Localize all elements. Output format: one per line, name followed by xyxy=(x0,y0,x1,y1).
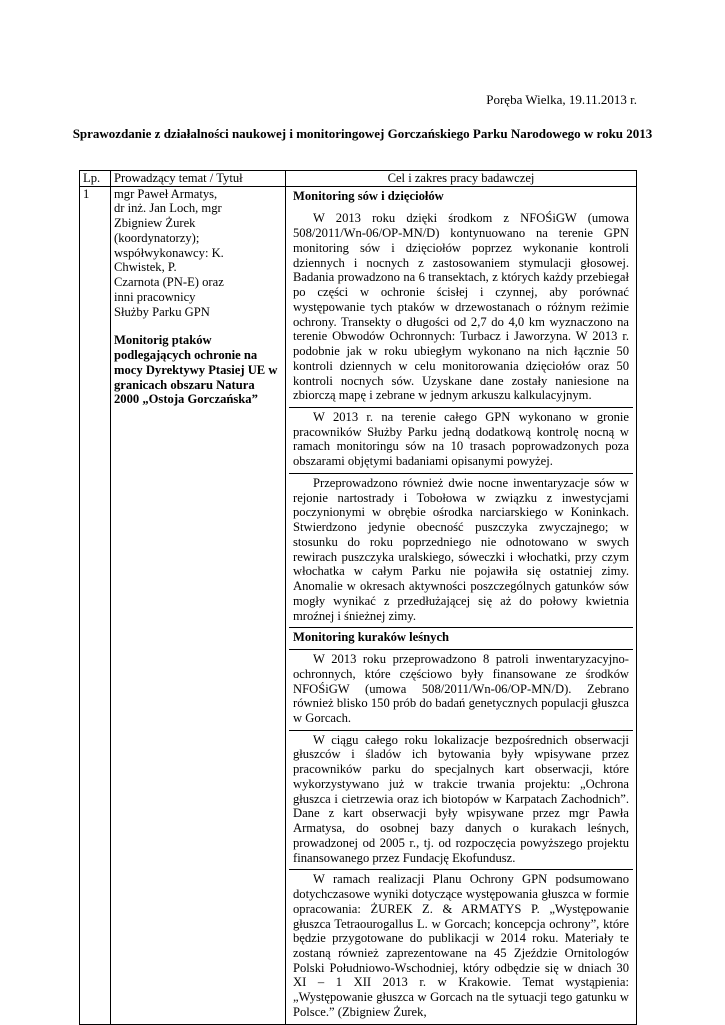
section-title-grouse: Monitoring kuraków leśnych xyxy=(293,630,450,645)
lead-cell xyxy=(111,186,286,1024)
paragraph-block-6 xyxy=(289,870,633,1023)
paragraph-block-2 xyxy=(289,408,633,474)
paragraph-block-5 xyxy=(289,731,633,871)
paragraph-block-4 xyxy=(289,650,633,731)
section-owls xyxy=(289,187,633,408)
section-grouse xyxy=(289,628,633,650)
paragraph-6: W ramach realizacji Planu Ochrony GPN podsumowano dotychczasowe wyniki dotyczące występowania głuszca w formie opracowania: ŻUREK Z. & ARMATYS P. „Występowanie głuszca Tetraourogallus L. w Gorcach; koncepcja ochrony”, które będzie przygotowane do publikacji w 2014 roku. Materiały te zostaną również zaprezentowane na 45 Zjeździe Ornitologów Polski Południowo-Wschodniej, który odbędzie się w dniach 30 XI – 1 XII 2013 r. w Krakowie. Temat wystąpienia: „Występowanie głuszca w Gorcach na tle sytuacji tego gatunku w Polsce.” (Zbigniew Żurek, xyxy=(293,872,629,1019)
project-title: Monitorig ptaków podlegających ochronie na mocy Dyrektywy Ptasiej UE w granicach obszaru Natura 2000 „Ostoja Gorczańska” xyxy=(114,333,278,407)
report-table xyxy=(79,170,637,1025)
paragraph-1: W 2013 roku dzięki środkom z NFOŚiGW (umowa 508/2011/Wn-06/OP-MN/D) kontynuowano na terenie GPN monitoring sów i dzięciołów poprzez wykonanie kontroli dziennych i nocnych z zastosowaniem stymulacji głosowej. Badania prowadzono na 6 transektach, z których każdy przebiegał po części w ochronie ścisłej i czynnej, aby porównać występowanie tych ptaków w drzewostanach o różnym reżimie ochrony. Transekty o długości od 2,7 do 4,0 km wyznaczono na terenie Obwodów Ochronnych: Turbacz i Jaworzyna. W 2013 r. podobnie jak w roku ubiegłym wykonano na nich łącznie 50 kontroli dziennych w celu monitorowania dzięciołów oraz 50 kontroli nocnych sów. Uzyskane dane zostały naniesione na zbiorczą mapę i zebrane w jednym arkuszu kalkulacyjnym. xyxy=(293,211,629,403)
place-date: Poręba Wielka, 19.11.2013 r. xyxy=(486,92,637,107)
paragraph-4: W 2013 roku przeprowadzono 8 patroli inwentaryzacyjno-ochronnych, które częściowo były finansowane ze środków NFOŚiGW (umowa 508/2011/Wn-06/OP-MN/D). Zebrano również blisko 150 prób do badań genetycznych populacji głuszca w Gorcach. xyxy=(293,652,629,725)
paragraph-block-3 xyxy=(289,474,633,628)
row-number: 1 xyxy=(80,186,111,1024)
header-lp: Lp. xyxy=(80,171,111,187)
paragraph-2: W 2013 r. na terenie całego GPN wykonano w gronie pracowników Służby Parku jedną dodatkową kontrolę nocną w ramach monitoringu sów na 10 trasach poprowadzonych poza obszarami objętymi badaniami opisanymi powyżej. xyxy=(293,410,629,469)
section-title-owls: Monitoring sów i dzięciołów xyxy=(293,188,444,203)
scope-cell xyxy=(286,186,637,1024)
paragraph-3: Przeprowadzono również dwie nocne inwentaryzacje sów w rejonie nartostrady i Tobołowa w związku z inwestycjami poczynionymi w obrębie ośrodka narciarskiego w Koninkach. Stwierdzono jedynie obecność puszczyka zwyczajnego; w stosunku do roku poprzedniego nie odnotowano w swych rewirach puszczyka uralskiego, sóweczki i włochatki, przy czym włochatka w całym Parku nie pojawiła się ostatniej zimy. Anomalie w okresach aktywności poszczególnych gatunków sów mogły wynikać z przedłużającej się aż do połowy kwietnia mroźnej i śnieżnej zimy. xyxy=(293,475,629,623)
document-title: Sprawozdanie z działalności naukowej i monitoringowej Gorczańskiego Parku Narodowego w roku 2013 xyxy=(72,126,653,141)
header-lead: Prowadzący temat / Tytuł xyxy=(111,171,286,187)
researchers-list: mgr Paweł Armatys, dr inż. Jan Loch, mgr Zbigniew Żurek (koordynatorzy); współwykonawcy: K. Chwistek, P. Czarnota (PN-E) oraz inni pracownicy Służby Parku GPN xyxy=(114,186,224,319)
paragraph-5: W ciągu całego roku lokalizacje bezpośrednich obserwacji głuszców i śladów ich bytowania były wpisywane przez pracowników parku do specjalnych kart obserwacji, które wykorzystywano już w trakcie trwania projektu: „Ochrona głuszca i cietrzewia oraz ich biotopów w Karpatach Zachodnich”. Dane z kart obserwacji były wpisywane przez mgr Pawła Armatysa, do osobnej bazy danych o kurakach leśnych, prowadzonej od 2005 r., tj. od rozpoczęcia powyższego projektu finansowanego przez Fundację Ekofundusz. xyxy=(293,732,629,865)
table-row xyxy=(80,186,637,1024)
table-header-row xyxy=(80,171,637,187)
header-scope: Cel i zakres pracy badawczej xyxy=(286,171,637,187)
